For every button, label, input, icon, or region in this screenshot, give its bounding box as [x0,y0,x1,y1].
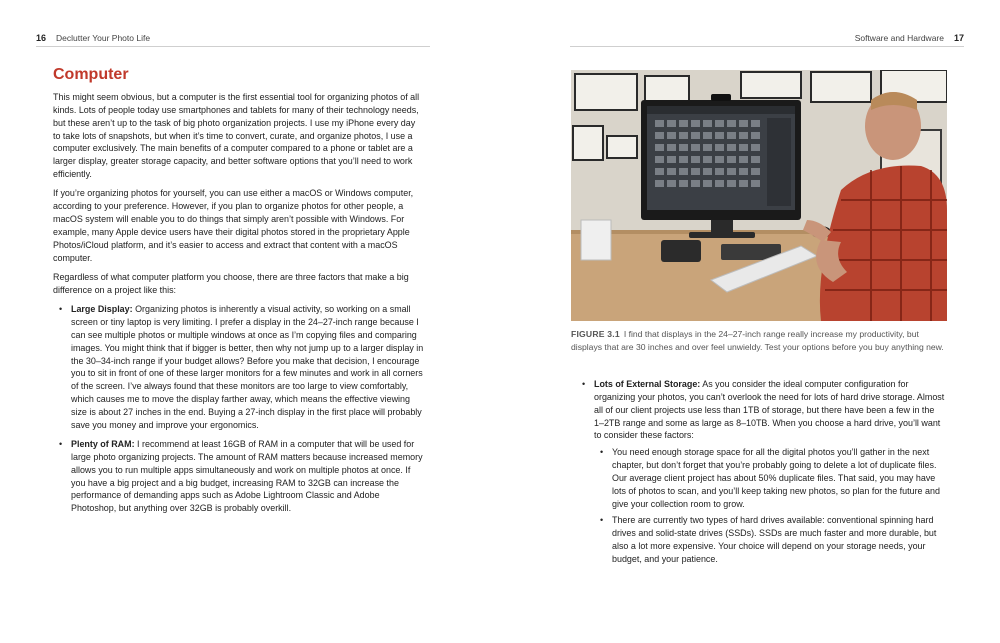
list-item [53,438,425,515]
page-number: 16 [36,33,47,43]
sub-list-item: • There are currently two types of hard drives available: conventional spinning hard drives and solid-state drives (SSDs). SSDs are much faster and more durable, but also a lot more expensive. Your choice will depend on your storage needs, your budget, and your patience. [594,514,946,565]
section-title: Computer [53,66,129,83]
caption-text: I find that displays in the 24–27-inch range really increase my productivity, but displays that are 30 inches and over feel unwieldy. Test your options before you buy anything new. [571,329,944,352]
factor-list [53,303,425,515]
figure-caption [571,328,947,353]
left-body-text [53,91,425,522]
running-head-left [36,33,150,43]
bullet-lead: Plenty of RAM: [71,439,135,450]
sub-list-item: • You need enough storage space for all the digital photos you’ll gather in the next chapter, but don’t forget that you’re probably going to delete a lot of duplicate files. Our average client project has about 50% duplicate files. That said, you may have lots of photos to scan, and you’ll keep taking new photos, so plan for the future and give your collection room to grow. [594,446,946,510]
paragraph: Regardless of what computer platform you choose, there are three factors that make a big difference on a project like this: [53,271,409,295]
figure-photo [571,70,947,321]
running-head-title: Software and Hardware [854,33,944,43]
running-head-title: Declutter Your Photo Life [56,33,151,43]
right-body-text [576,378,946,572]
header-rule [36,46,430,47]
right-page [500,0,1000,643]
figure-label: FIGURE 3.1 [571,329,620,339]
storage-list [576,378,946,566]
header-rule [570,46,964,47]
bullet-lead: Large Display: [71,304,133,315]
paragraph: If you’re organizing photos for yourself, you can use either a macOS or Windows computer, according to your preference. However, if you plan to organize photos for other people, a macOS system will enable you to do things that simply aren’t possible with Windows. For example, many Apple device users have their digital photos stored in the proprietary Apple Photos/iCloud platform, and it’s easier to access and extract that content with a macOS computer. [53,188,414,263]
bullet-text: As you consider the ideal computer configuration for organizing your photos, you can’t overlook the need for lots of hard drive storage. Almost all of our client projects use less than 1TB of storage, but there have been a few in the 1–2TB range and some as large as 8–10TB. When you choose a hard drive, you’ll want to consider these factors: [594,379,945,441]
bullet-lead: Lots of External Storage: [594,379,701,389]
bullet-text: I recommend at least 16GB of RAM in a computer that will be used for large photo organizing projects. The amount of RAM matters because increased memory allows you to run multiple apps simultaneously and work on multiple photos at once. If you have a big project and a big budget, increasing RAM to 32GB can increase the performance of demanding apps such as Adobe Lightroom Classic and Adobe Photoshop, but anything over 32GB is probably overkill. [71,439,423,514]
photo-illustration [571,70,947,321]
paragraph: This might seem obvious, but a computer is the first essential tool for organizing photos of all kinds. Lots of people today use smartphones and tablets for many of their technology needs, but these aren’t up to the task of big photo organization projects. I use my iPhone every day to take lots of snapshots, but when it’s time to convert, curate, and organize photos, I use a computer exclusively. The main benefits of a computer compared to a phone or tablet are a larger display, greater storage capacity, and better software options that you’ll need to work efficiently. [53,92,420,180]
storage-sub-list [594,446,946,566]
bullet-text: Organizing photos is inherently a visual activity, so working on a small screen or tiny laptop is very limiting. I prefer a display in the 24–27-inch range because I can see multiple photos or multiple windows at once as I’m copying files and comparing images. You might think that if bigger is better, then why not jump up to a larger display in the 30–34-inch range if your budget allows? Before you make that decision, I encourage you to sit in front of one of these larger monitors for a few minutes and work in all corners of the screen. I’ve always found that these monitors are too large to view comfortably, which causes me to move the display farther away, which means the effective viewing size is about 27 inches in the end. Buying a 27-inch display in the first place will probably save you money and improve your ergonomics. [71,304,424,430]
list-item [576,378,946,566]
page-number: 17 [953,33,964,43]
running-head-right [855,33,964,43]
list-item [53,303,425,431]
